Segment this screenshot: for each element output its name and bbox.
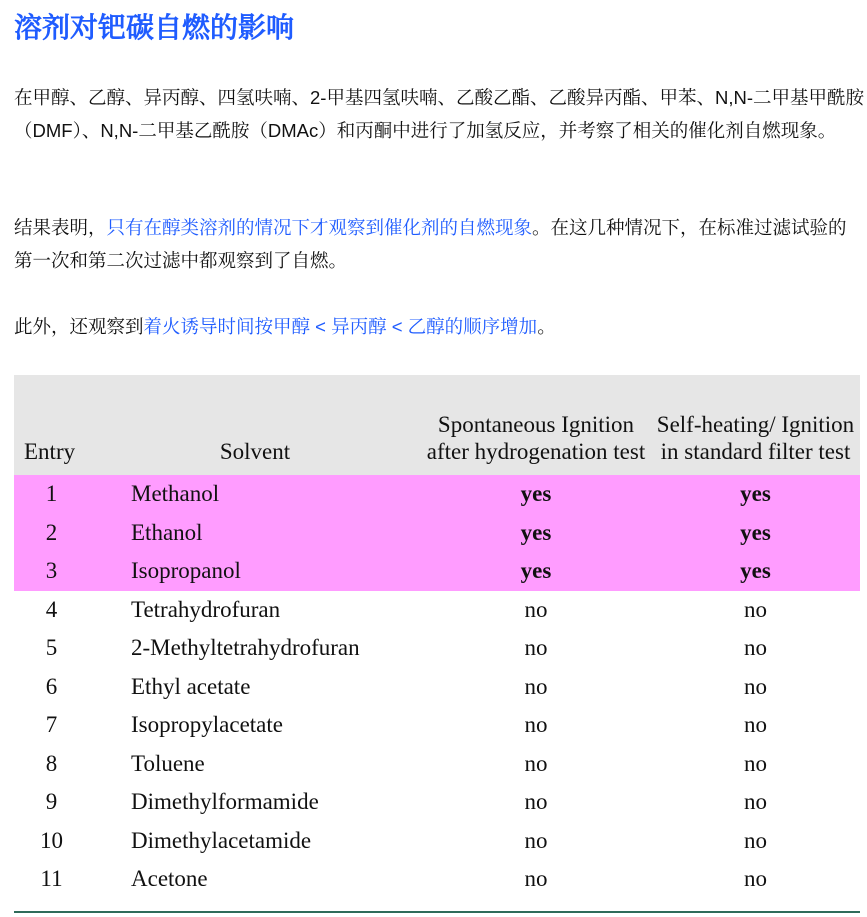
self-heating-cell: no bbox=[744, 596, 767, 622]
self-heating-cell: yes bbox=[740, 481, 771, 507]
spontaneous-cell: no bbox=[524, 635, 548, 661]
solvent-cell: Isopropylacetate bbox=[131, 712, 283, 738]
table-row bbox=[14, 629, 860, 668]
self-heating-cell: no bbox=[744, 673, 767, 699]
entry-cell: 8 bbox=[45, 750, 58, 776]
entry-cell: 4 bbox=[45, 596, 58, 622]
table-row bbox=[14, 822, 860, 861]
header-solvent: Solvent bbox=[219, 439, 291, 464]
header-entry: Entry bbox=[24, 439, 76, 464]
text: 。在这几种情况下，在标准过滤试验的第一次和第二次过滤中都观察到了自燃。 bbox=[14, 217, 847, 271]
self-heating-cell: yes bbox=[740, 558, 771, 584]
spontaneous-cell: no bbox=[524, 827, 548, 853]
table-bottom-rule bbox=[14, 911, 860, 913]
intro-paragraph: 在甲醇、乙醇、异丙醇、四氢呋喃、2-甲基四氢呋喃、乙酸乙酯、乙酸异丙酯、甲苯、N,N-二甲基甲酰胺（DMF）、N,N-二甲基乙酰胺（DMAc）和丙酮中进行了加氢反应，并考察了相关的催化剂自燃现象。 bbox=[14, 87, 864, 141]
solvent-cell: Ethanol bbox=[131, 519, 203, 545]
entry-cell: 5 bbox=[45, 635, 58, 661]
table-row bbox=[14, 783, 860, 822]
result-paragraph bbox=[14, 211, 864, 277]
solvent-cell: 2-Methyltetrahydrofuran bbox=[131, 635, 360, 661]
solvent-cell: Acetone bbox=[131, 866, 208, 892]
solvent-cell: Dimethylacetamide bbox=[131, 827, 312, 853]
entry-cell: 11 bbox=[40, 866, 63, 892]
table-row bbox=[14, 514, 860, 553]
self-heating-cell: no bbox=[744, 750, 767, 776]
self-heating-cell: no bbox=[744, 635, 767, 661]
spontaneous-cell: yes bbox=[520, 558, 552, 584]
text: 。 bbox=[537, 316, 556, 337]
text: 此外，还观察到 bbox=[14, 316, 144, 337]
table-row bbox=[14, 706, 860, 745]
text: 结果表明， bbox=[14, 217, 107, 238]
table-row bbox=[14, 860, 860, 899]
highlight-text: 只有在醇类溶剂的情况下才观察到催化剂的自燃现象 bbox=[106, 217, 533, 238]
spontaneous-cell: no bbox=[524, 712, 548, 738]
self-heating-cell: no bbox=[744, 789, 767, 815]
table-header bbox=[14, 375, 860, 475]
spontaneous-cell: no bbox=[524, 866, 548, 892]
self-heating-cell: no bbox=[744, 827, 767, 853]
spontaneous-cell: no bbox=[524, 750, 548, 776]
spontaneous-cell: no bbox=[524, 789, 548, 815]
entry-cell: 9 bbox=[45, 789, 58, 815]
table-row bbox=[14, 475, 860, 514]
table-row bbox=[14, 552, 860, 591]
solvent-cell: Ethyl acetate bbox=[131, 673, 251, 699]
entry-cell: 6 bbox=[45, 673, 58, 699]
entry-cell: 7 bbox=[45, 712, 58, 738]
entry-cell: 1 bbox=[45, 481, 58, 507]
page-title: 溶剂对钯碳自燃的影响 bbox=[14, 12, 295, 43]
spontaneous-cell: no bbox=[524, 673, 548, 699]
solvent-cell: Methanol bbox=[131, 481, 220, 507]
table-row bbox=[14, 745, 860, 784]
self-heating-cell: no bbox=[744, 866, 767, 892]
solvent-cell: Tetrahydrofuran bbox=[131, 596, 281, 622]
self-heating-cell: yes bbox=[740, 519, 771, 545]
highlight-text: 着火诱导时间按甲醇 < 异丙醇 < 乙醇的顺序增加 bbox=[143, 316, 538, 337]
spontaneous-cell: no bbox=[524, 596, 548, 622]
self-heating-cell: no bbox=[744, 712, 767, 738]
header-spontaneous: Spontaneous Ignition after hydrogenation test bbox=[426, 412, 646, 464]
header-self-heating: Self-heating/ Ignition in standard filter test bbox=[656, 412, 855, 464]
entry-cell: 10 bbox=[40, 827, 63, 853]
spontaneous-cell: yes bbox=[520, 481, 552, 507]
entry-cell: 3 bbox=[45, 558, 58, 584]
solvent-cell: Dimethylformamide bbox=[131, 789, 319, 815]
additional-paragraph bbox=[14, 310, 864, 343]
solvent-table bbox=[14, 375, 860, 899]
entry-cell: 2 bbox=[45, 519, 58, 545]
solvent-cell: Isopropanol bbox=[131, 558, 241, 584]
spontaneous-cell: yes bbox=[520, 519, 552, 545]
solvent-cell: Toluene bbox=[131, 750, 205, 776]
table-row bbox=[14, 668, 860, 707]
table-row bbox=[14, 591, 860, 630]
